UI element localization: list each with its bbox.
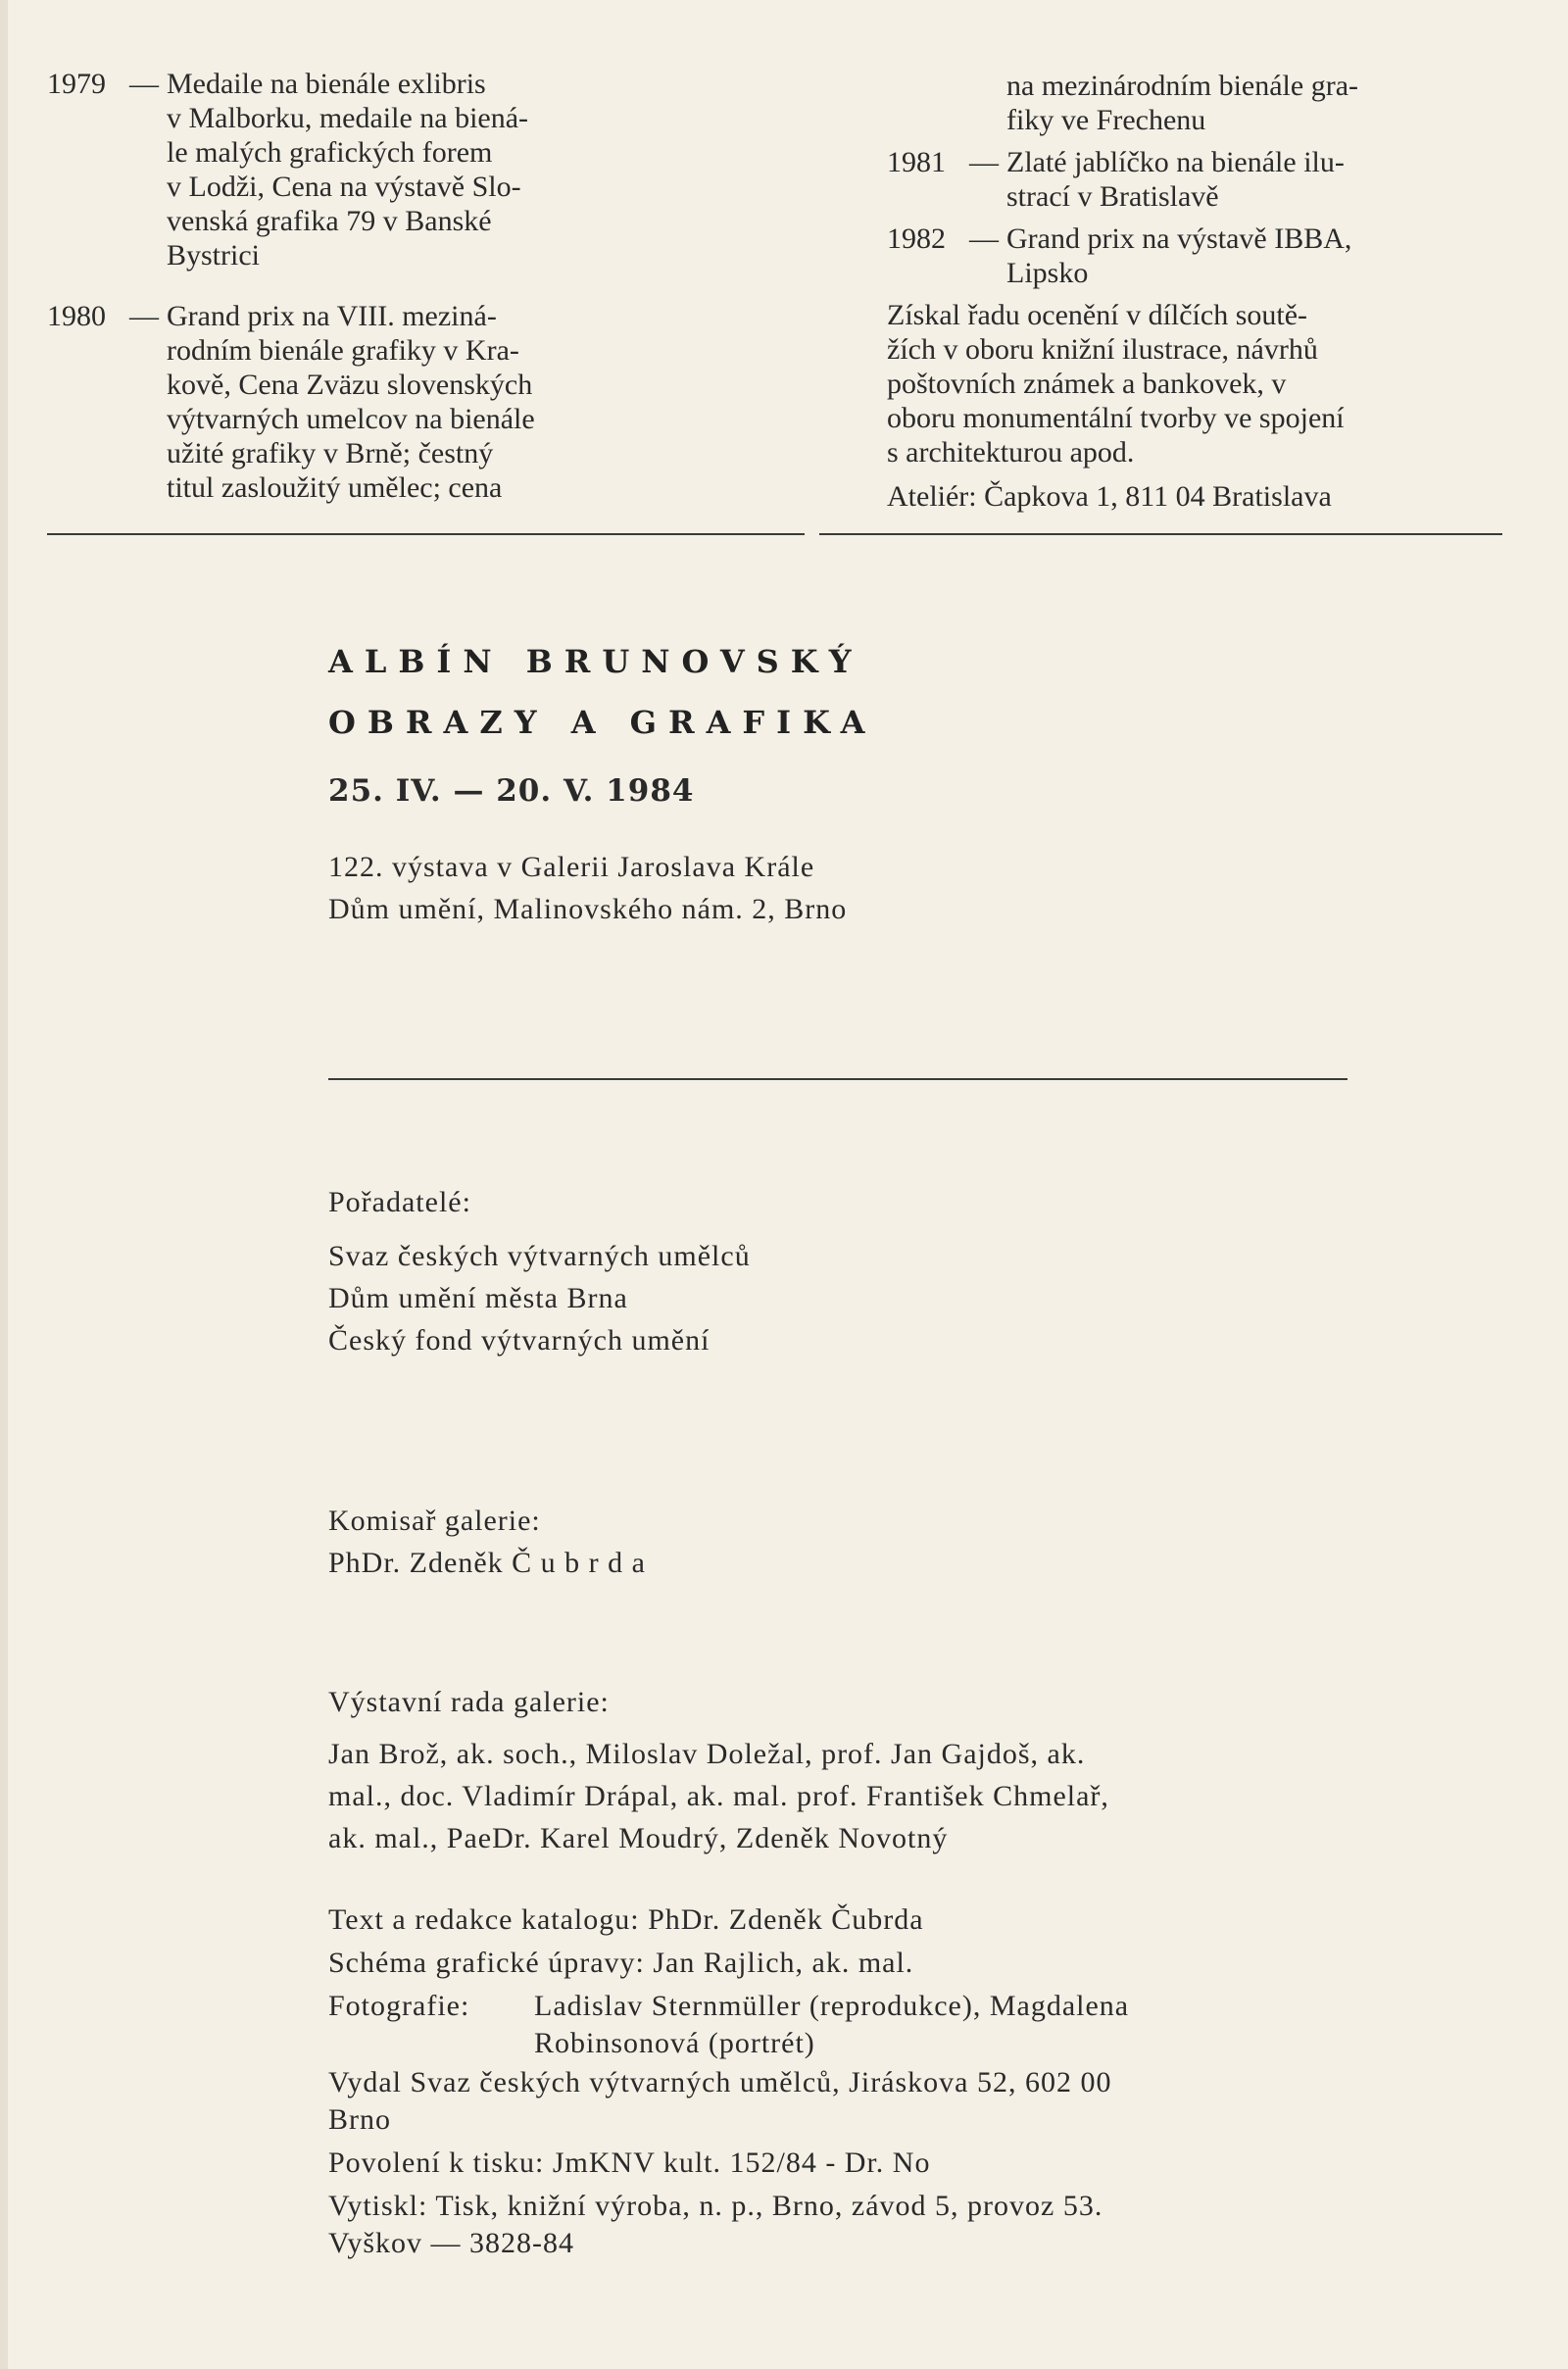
atelier-address: Ateliér: Čapkova 1, 811 04 Bratislava bbox=[887, 480, 1332, 513]
council-line: ak. mal., PaeDr. Karel Moudrý, Zdeněk Novotný bbox=[328, 1822, 949, 1854]
award-entry-1981 bbox=[887, 145, 1510, 214]
award-dash: — bbox=[129, 68, 159, 100]
award-year: 1981 bbox=[887, 146, 946, 178]
award-line: Grand prix na výstavě IBBA, bbox=[1006, 222, 1352, 255]
award-dash: — bbox=[129, 300, 159, 332]
award-dash: — bbox=[969, 222, 999, 255]
award-text bbox=[167, 67, 674, 272]
award-line: užité grafiky v Brně; čestný bbox=[167, 437, 494, 469]
continuation-line: na mezinárodním bienále gra- bbox=[1006, 70, 1359, 102]
council-section bbox=[328, 1681, 1348, 1859]
organizer-item: Dům umění města Brna bbox=[328, 1282, 628, 1314]
organizer-item: Svaz českých výtvarných umělců bbox=[328, 1240, 751, 1272]
divider-rule-right bbox=[819, 533, 1502, 535]
award-entry-1979 bbox=[47, 67, 674, 272]
organizer-item: Český fond výtvarných umění bbox=[328, 1324, 710, 1357]
council-line: mal., doc. Vladimír Drápal, ak. mal. prof. František Chmelař, bbox=[328, 1780, 1109, 1812]
award-entry-1982 bbox=[887, 222, 1510, 290]
summary-line: s architekturou apod. bbox=[887, 436, 1135, 469]
award-line: kově, Cena Zväzu slovenských bbox=[167, 369, 533, 401]
continuation-line: fiky ve Frechenu bbox=[1006, 104, 1206, 136]
venue-line-1: 122. výstava v Galerii Jaroslava Krále bbox=[328, 851, 815, 883]
award-line: Bystrici bbox=[167, 239, 260, 271]
credit-publisher-line: Vydal Svaz českých výtvarných umělců, Jiráskova 52, 602 00 bbox=[328, 2066, 1112, 2098]
award-text bbox=[167, 299, 674, 505]
awards-right-column bbox=[887, 69, 1510, 514]
page-edge-shadow bbox=[0, 0, 8, 2369]
award-year: 1979 bbox=[47, 68, 106, 100]
credit-publisher-line: Brno bbox=[328, 2103, 391, 2136]
continuation-text bbox=[1006, 69, 1510, 137]
commissioner-heading: Komisař galerie: bbox=[328, 1505, 541, 1537]
commissioner-name: PhDr. Zdeněk Č u b r d a bbox=[328, 1547, 646, 1579]
credit-text-editing: Text a redakce katalogu: PhDr. Zdeněk Čubrda bbox=[328, 1903, 924, 1936]
credit-photo-line: Robinsonová (portrét) bbox=[534, 2027, 815, 2059]
award-entry-1980 bbox=[47, 299, 674, 505]
award-text bbox=[1006, 222, 1510, 290]
credit-photo-label: Fotografie: bbox=[328, 1990, 470, 2022]
exhibition-title-block bbox=[328, 642, 1348, 930]
organizers-heading: Pořadatelé: bbox=[328, 1186, 471, 1218]
credit-photo-line: Ladislav Sternmüller (reprodukce), Magdalena bbox=[534, 1990, 1130, 2022]
credits-section bbox=[328, 1901, 1348, 2262]
council-line: Jan Brož, ak. soch., Miloslav Doležal, prof. Jan Gajdoš, ak. bbox=[328, 1738, 1086, 1770]
summary-line: oboru monumentální tvorby ve spojení bbox=[887, 402, 1345, 434]
credit-photo-names bbox=[534, 1988, 1129, 2062]
summary-line: žích v oboru knižní ilustrace, návrhů bbox=[887, 333, 1318, 366]
council-heading: Výstavní rada galerie: bbox=[328, 1686, 610, 1718]
credit-printer-line: Vytiskl: Tisk, knižní výroba, n. p., Brno, závod 5, provoz 53. bbox=[328, 2190, 1103, 2222]
award-line: le malých grafických forem bbox=[167, 136, 493, 169]
award-line: rodním bienále grafiky v Kra- bbox=[167, 334, 519, 367]
exhibition-dates: 25. IV. — 20. V. 1984 bbox=[328, 773, 695, 809]
credit-graphic-layout: Schéma grafické úpravy: Jan Rajlich, ak. mal. bbox=[328, 1947, 914, 1979]
award-text bbox=[1006, 145, 1510, 214]
organizers-section bbox=[328, 1181, 751, 1361]
award-line: titul zasloužitý umělec; cena bbox=[167, 471, 503, 504]
awards-summary-paragraph bbox=[887, 298, 1510, 469]
exhibition-title: OBRAZY A GRAFIKA bbox=[328, 704, 877, 741]
award-year: 1982 bbox=[887, 222, 946, 255]
artist-name: ALBÍN BRUNOVSKÝ bbox=[328, 643, 863, 680]
commissioner-section bbox=[328, 1500, 646, 1584]
award-line: Lipsko bbox=[1006, 257, 1089, 289]
summary-line: poštovních známek a bankovek, v bbox=[887, 368, 1287, 400]
award-year: 1980 bbox=[47, 300, 106, 332]
award-line: venská grafika 79 v Banské bbox=[167, 205, 492, 237]
credit-print-permit: Povolení k tisku: JmKNV kult. 152/84 - Dr. No bbox=[328, 2147, 931, 2179]
credit-photography bbox=[328, 1988, 1348, 2062]
summary-line: Získal řadu ocenění v dílčích soutě- bbox=[887, 299, 1308, 331]
credit-printer-line: Vyškov — 3828-84 bbox=[328, 2227, 575, 2259]
award-line: Grand prix na VIII. meziná- bbox=[167, 300, 497, 332]
divider-rule-left bbox=[47, 533, 805, 535]
awards-left-column bbox=[47, 67, 674, 531]
venue-line-2: Dům umění, Malinovského nám. 2, Brno bbox=[328, 893, 848, 925]
award-line: v Malborku, medaile na biená- bbox=[167, 102, 529, 134]
award-line: výtvarných umelcov na bienále bbox=[167, 403, 535, 435]
divider-rule-center bbox=[328, 1078, 1348, 1080]
award-line: Medaile na bienále exlibris bbox=[167, 68, 486, 100]
award-line: Zlaté jablíčko na bienále ilu- bbox=[1006, 146, 1345, 178]
award-line: strací v Bratislavě bbox=[1006, 180, 1219, 213]
award-dash: — bbox=[969, 146, 999, 178]
award-line: v Lodži, Cena na výstavě Slo- bbox=[167, 171, 521, 203]
